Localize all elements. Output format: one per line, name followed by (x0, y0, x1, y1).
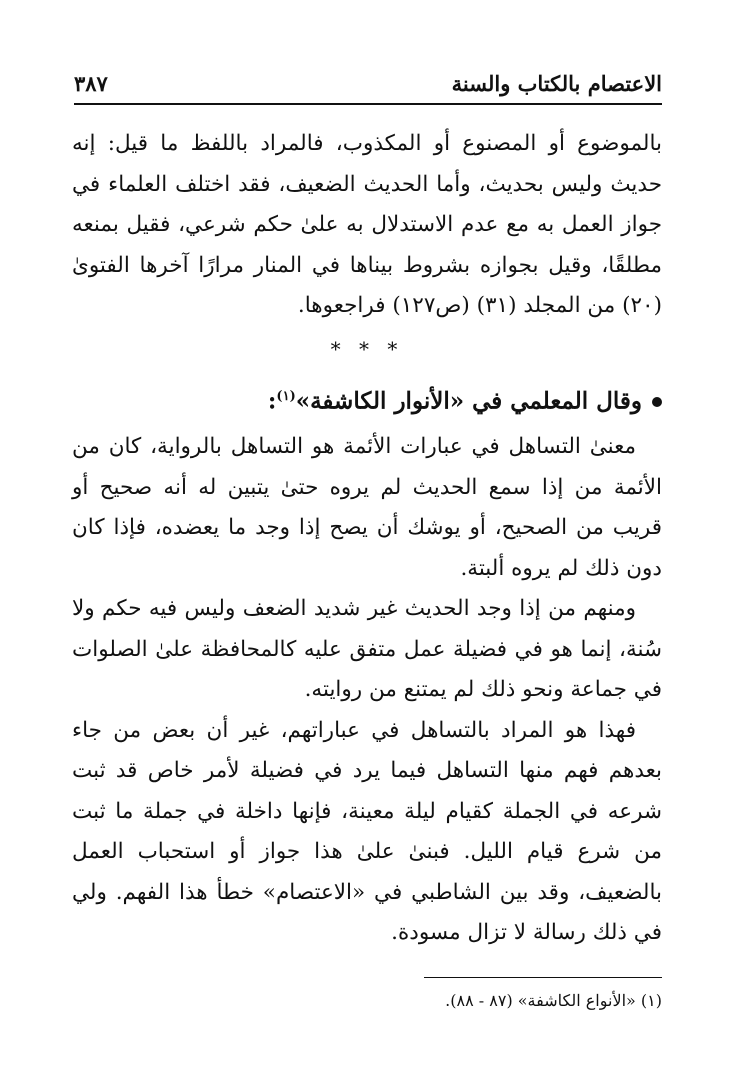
paragraph-2: معنىٰ التساهل في عبارات الأئمة هو التساهل بالرواية، كان من الأئمة من إذا سمع الحديث لم يروه حتىٰ يتبين له أنه صحيح أو قريب من الصحيح، أو يوشك أن يصح إذا وجد ما يعضده، فإذا كان دون ذلك لم يروه ألبتة. (72, 434, 662, 581)
footnote-divider (424, 977, 662, 978)
paragraph-1: بالموضوع أو المصنوع أو المكذوب، فالمراد باللفظ ما قيل: إنه حديث وليس بحديث، وأما الحديث الضعيف، فقد اختلف العلماء في جواز العمل به مع عدم الاستدلال به علىٰ حكم شرعي، فقيل بمنعه مطلقًا، وقيل بجوازه بشروط بيناها في المنار مرارًا آخرها الفتوىٰ (٢٠) من المجلد (٣١) (ص١٢٧) فراجعوها. (72, 131, 662, 318)
header-divider (74, 103, 662, 105)
paragraph-4: فهذا هو المراد بالتساهل في عباراتهم، غير أن بعض من جاء بعدهم فهم منها التساهل فيما يرد في فضيلة لأمر خاص قد ثبت شرعه في الجملة كقيام ليلة معينة، فإنها داخلة في جملة ما ثبت من شرع قيام الليل. فبنىٰ علىٰ هذا جواز أو استحباب العمل بالضعيف، وقد بين الشاطبي في «الاعتصام» خطأ هذا الفهم. ولي في ذلك رسالة لا تزال مسودة. (72, 717, 662, 946)
section-separator: * * * (330, 336, 404, 361)
main-text (72, 124, 662, 954)
page-number: ٣٨٧ (74, 71, 108, 96)
paragraph-3: ومنهم من إذا وجد الحديث غير شديد الضعف وليس فيه حكم ولا سُنة، إنما هو في فضيلة عمل متفق عليه كالمحافظة علىٰ الصلوات في جماعة ونحو ذلك لم يمتنع من روايته. (72, 596, 662, 703)
footnote-ref: (١) (276, 388, 296, 404)
heading-colon: : (267, 387, 277, 415)
section-heading (72, 371, 662, 428)
bullet-icon (652, 397, 662, 407)
header-title: الاعتصام بالكتاب والسنة (451, 71, 662, 96)
heading-text: وقال المعلمي في «الأنوار الكاشفة» (295, 387, 642, 415)
running-header (74, 56, 662, 96)
footnote: (١) «الأنواع الكاشفة» (٨٧ - ٨٨). (445, 991, 662, 1010)
